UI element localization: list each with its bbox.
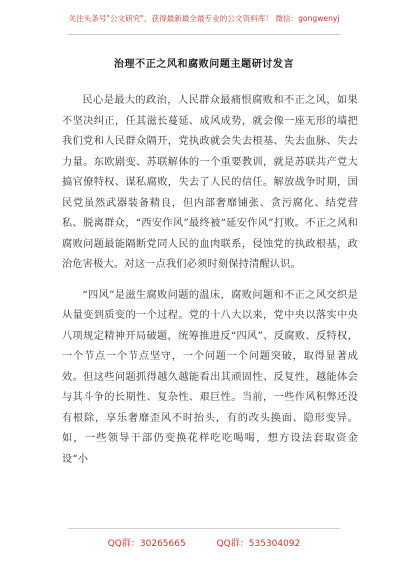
document-title: 治理不正之风和腐败问题主题研讨发言 <box>113 59 295 70</box>
footer-qq-group-1: QQ群：30265665 <box>107 539 186 549</box>
paragraph-1: 民心是最大的政治，人民群众最痛恨腐败和不正之风，如果不坚决纠正，任其滋长蔓延、成风成势，就会像一座无形的墙把我们党和人民群众隔开，党执政就会失去根基、失去血脉、失去力量。东欧剧变、苏联解体的一个重要教训，就是苏联共产党大搞官僚特权、谋私腐败，失去了人民的信任。解放战争时期，国民党虽然武器装备精良，但内部奢靡铺张、贪污腐化、结党营私、脱离群众，“西安作风”最终被“延安作风”打败。不正之风和腐败问题最能隔断党同人民的血肉联系，侵蚀党的执政根基，政治危害极大。对这一点我们必须时刻保持清醒认识。 <box>62 95 358 270</box>
page-header <box>0 0 408 44</box>
page-footer <box>0 536 408 549</box>
header-notice: 关注头条号"公文研究"，获得最新最全最专业的公文资料库！ 微信：gongwenyj <box>68 14 340 23</box>
header-divider <box>68 34 340 35</box>
document-body <box>62 91 358 480</box>
footer-qq-group-2: QQ群：535304092 <box>216 539 301 549</box>
footer-divider <box>68 528 340 529</box>
paragraph-2: “四风”是滋生腐败问题的温床，腐败问题和不正之风交织是从量变到质变的一个过程。党的十八大以来，党中央以落实中央八项规定精神开局破题，统筹推进反“四风”、反腐败、反特权，一个节点一个节点坚守，一个问题一个问题突破，取得显著成效。但这些问题抓得越久越能看出其顽固性、反复性，越能体会与其斗争的长期性、复杂性、艰巨性。当前，一些作风积弊还没有根除，享乐奢靡歪风不时抬头，有的改头换面、隐形变异。如，一些领导干部仍变换花样吃吃喝喝，想方设法套取资金设“小 <box>62 289 358 465</box>
